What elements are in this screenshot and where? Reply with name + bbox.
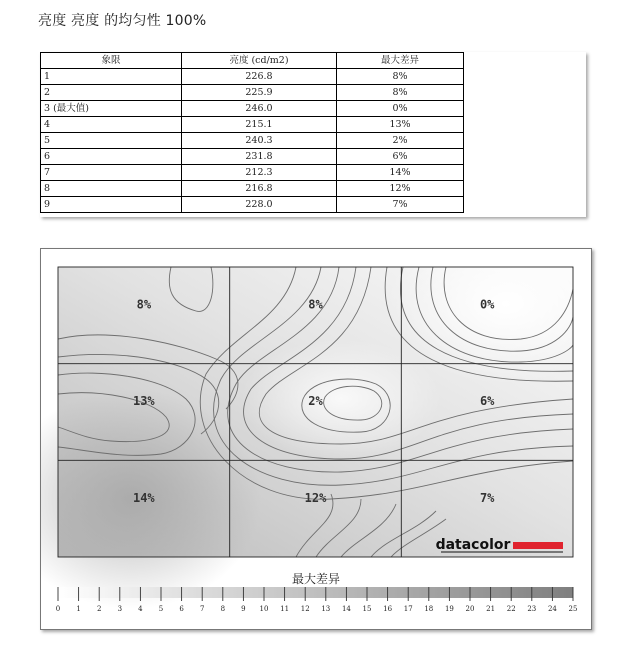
luminance-cell: 225.9 [182, 85, 337, 101]
scale-tick-label: 6 [179, 605, 184, 613]
page-title: 亮度 亮度 的均匀性 100% [38, 13, 207, 29]
scale-tick-label: 16 [383, 605, 393, 613]
quadrant-cell: 9 [41, 197, 182, 213]
header-quadrant: 象限 [41, 53, 182, 69]
diff-cell: 13% [337, 117, 464, 133]
table-row [41, 133, 464, 149]
cell-value-label: 8% [136, 297, 152, 312]
diff-cell: 8% [337, 69, 464, 85]
scale-tick-label: 7 [199, 605, 205, 613]
luminance-cell: 216.8 [182, 181, 337, 197]
quadrant-cell: 5 [41, 133, 182, 149]
table-row [41, 149, 464, 165]
quadrant-cell: 2 [41, 85, 182, 101]
luminance-cell: 231.8 [182, 149, 337, 165]
quadrant-cell: 8 [41, 181, 182, 197]
header-max-diff: 最大差异 [337, 53, 464, 69]
diff-cell: 2% [337, 133, 464, 149]
quadrant-cell: 1 [41, 69, 182, 85]
scale-tick-label: 24 [547, 605, 557, 613]
table-row [41, 197, 464, 213]
luminance-cell: 212.3 [182, 165, 337, 181]
uniformity-heatmap-card [40, 248, 592, 630]
scale-tick-label: 22 [506, 605, 516, 613]
cell-value-label: 14% [132, 490, 155, 505]
luminance-cell: 240.3 [182, 133, 337, 149]
scale-tick-label: 3 [117, 605, 123, 613]
cell-value-label: 12% [304, 490, 327, 505]
scale-tick-label: 4 [138, 605, 143, 613]
scale-tick-label: 13 [321, 605, 331, 613]
table-row [41, 101, 464, 117]
cell-value-label: 2% [308, 394, 323, 409]
table-row [41, 85, 464, 101]
scale-tick-label: 25 [568, 605, 578, 613]
scale-tick-label: 21 [486, 605, 496, 613]
diff-cell: 8% [337, 85, 464, 101]
table-row [41, 165, 464, 181]
cell-value-label: 13% [132, 394, 155, 409]
quadrant-cell: 3 (最大值) [41, 101, 182, 117]
scale-tick-label: 11 [280, 605, 290, 613]
luminance-cell: 228.0 [182, 197, 337, 213]
scale-tick-label: 5 [158, 605, 164, 613]
table-header-row [41, 53, 464, 69]
quadrant-cell: 7 [41, 165, 182, 181]
scale-tick-label: 9 [241, 605, 246, 613]
bright-region [241, 339, 441, 459]
quadrant-cell: 4 [41, 117, 182, 133]
scale-title: 最大差异 [291, 572, 340, 586]
datacolor-logo-text: datacolor [435, 537, 511, 553]
scale-gradient [58, 587, 573, 598]
table-row [41, 69, 464, 85]
scale-tick-label: 14 [341, 605, 351, 613]
cell-value-label: 8% [308, 297, 323, 312]
diff-cell: 0% [337, 101, 464, 117]
scale-tick-label: 8 [220, 605, 226, 613]
diff-cell: 6% [337, 149, 464, 165]
luminance-cell: 215.1 [182, 117, 337, 133]
cell-value-label: 7% [479, 490, 495, 505]
scale-tick-label: 23 [527, 605, 537, 613]
scale-tick-label: 19 [444, 605, 454, 613]
scale-tick-label: 1 [76, 605, 81, 613]
table-row [41, 181, 464, 197]
scale-tick-label: 17 [403, 605, 413, 613]
header-luminance: 亮度 (cd/m2) [182, 53, 337, 69]
scale-tick-label: 10 [259, 605, 269, 613]
diff-cell: 12% [337, 181, 464, 197]
luminance-cell: 226.8 [182, 69, 337, 85]
table-row [41, 117, 464, 133]
diff-cell: 14% [337, 165, 464, 181]
scale-tick-label: 0 [55, 605, 61, 613]
uniformity-table-card [40, 52, 586, 217]
quadrant-cell: 6 [41, 149, 182, 165]
scale-tick-label: 18 [424, 605, 434, 613]
scale-tick-label: 12 [300, 605, 310, 613]
cell-value-label: 6% [479, 394, 495, 409]
scale-tick-label: 15 [362, 605, 372, 613]
datacolor-logo-bar [513, 542, 563, 549]
luminance-cell: 246.0 [182, 101, 337, 117]
scale-tick-label: 2 [96, 605, 102, 613]
cell-value-label: 0% [479, 297, 495, 312]
diff-cell: 7% [337, 197, 464, 213]
scale-tick-label: 20 [465, 605, 475, 613]
uniformity-table [40, 52, 464, 213]
